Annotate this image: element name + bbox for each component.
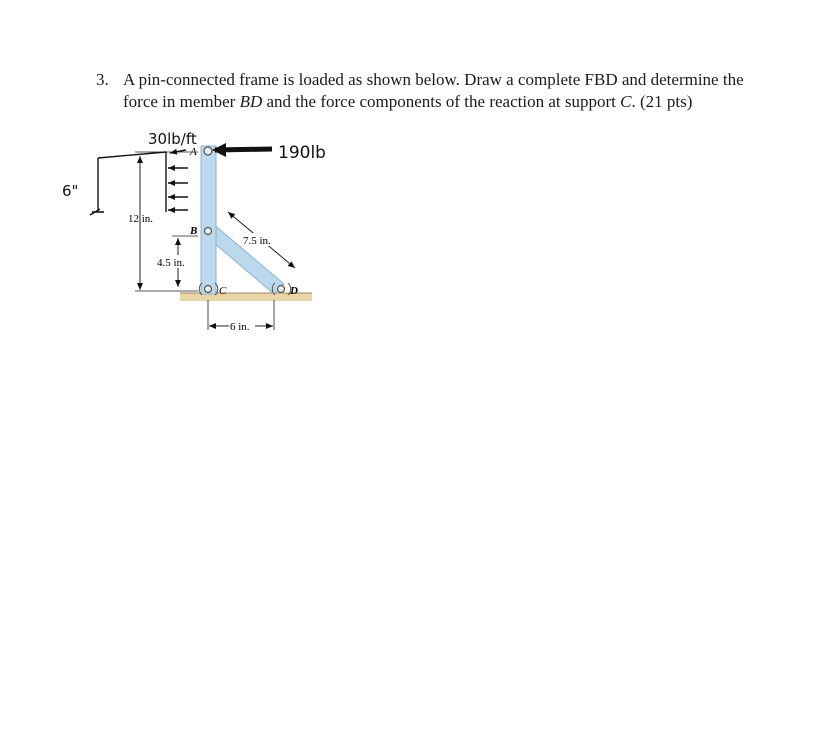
- member-bd-ref: BD: [239, 92, 263, 111]
- load-end-tick: [90, 209, 104, 215]
- pin-a: [204, 147, 212, 155]
- pin-d: [278, 286, 285, 293]
- problem-number: 3.: [96, 70, 109, 89]
- distributed-load-label: 30lb/ft: [148, 130, 197, 148]
- label-d: D: [290, 285, 298, 297]
- problem-text-line2-d: . (21 pts): [631, 92, 693, 111]
- load-arrow-top: [170, 150, 186, 153]
- dim-12-label: 12 in.: [128, 213, 154, 225]
- label-c: C: [219, 285, 227, 297]
- point-load-label: 190lb: [278, 143, 326, 163]
- distributed-load-box: [98, 152, 166, 212]
- label-a: A: [190, 146, 197, 158]
- problem-text-line2-b: and the force components of the reaction at support: [262, 92, 621, 111]
- dim-45-label: 4.5 in.: [157, 257, 185, 269]
- label-b: B: [190, 225, 198, 237]
- pin-b: [205, 228, 212, 235]
- load-height-label: 6": [62, 182, 79, 200]
- member-ac: [201, 146, 216, 294]
- problem-text-line1: A pin-connected frame is loaded as shown below. Draw a complete FBD and determine the: [123, 70, 744, 89]
- problem-text-line2-a: force in member: [123, 92, 240, 111]
- dim-75-label: 7.5 in.: [243, 235, 271, 247]
- distributed-load: [90, 150, 188, 215]
- support-c-ref: C: [620, 92, 632, 111]
- dim-6-label: 6 in.: [230, 321, 250, 333]
- pin-c: [205, 286, 212, 293]
